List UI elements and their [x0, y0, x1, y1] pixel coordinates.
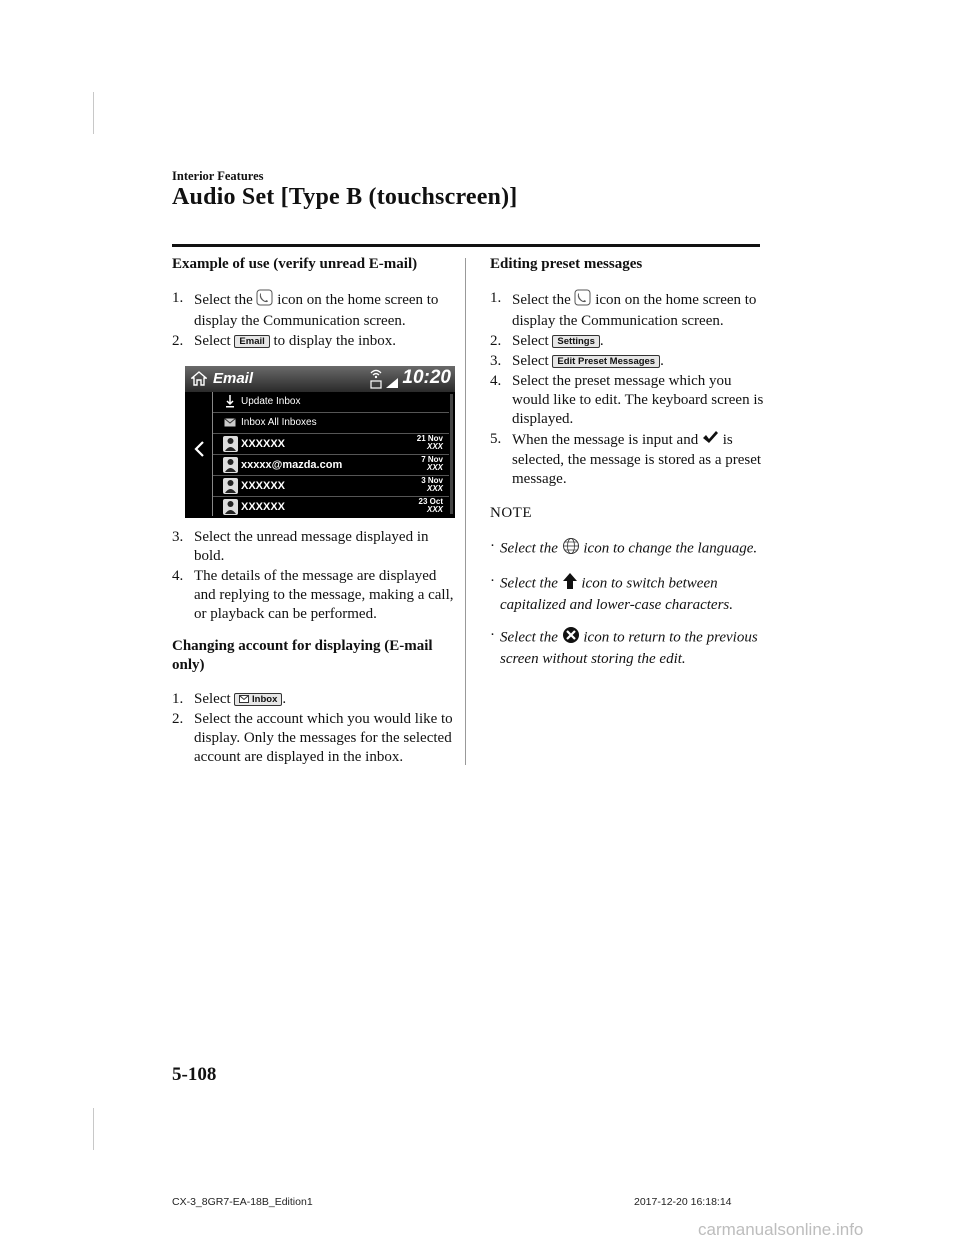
- watermark: carmanualsonline.info: [698, 1220, 864, 1239]
- email-screen-illustration: [185, 366, 455, 518]
- email-button: Email: [234, 335, 269, 348]
- note-title: NOTE: [490, 505, 532, 521]
- checkmark-icon: [702, 430, 719, 451]
- left-column-continued: [172, 528, 454, 768]
- list-item: 4. The details of the message are displayed and replying to the message, making a call, or playback can be performed.: [172, 568, 454, 622]
- globe-icon: [562, 537, 580, 561]
- contact-icon: [223, 499, 238, 515]
- scrollbar: [450, 394, 453, 514]
- screen-title: Email: [213, 370, 254, 387]
- page-number: 5-108: [172, 1064, 217, 1085]
- page-title: Audio Set [Type B (touchscreen)]: [172, 184, 518, 210]
- download-icon: [225, 394, 235, 411]
- list-item: 2. Select Settings .: [490, 333, 604, 349]
- print-timestamp: 2017-12-20 16:18:14: [634, 1196, 732, 1208]
- edit-preset-messages-button: Edit Preset Messages: [552, 355, 660, 368]
- section-heading: Example of use (verify unread E-mail): [172, 256, 418, 272]
- list-item: 3. Select Edit Preset Messages .: [490, 353, 664, 369]
- section-label: Interior Features: [172, 169, 264, 183]
- steps-list: [172, 289, 454, 351]
- list-item: 1. Select the icon on the home screen to display the Communication screen.: [490, 290, 757, 329]
- close-icon: [562, 626, 580, 650]
- home-icon: [191, 371, 207, 391]
- note-item: · Select the icon to switch between capitalized and lower-case characters.: [490, 573, 733, 613]
- contact-icon: [223, 436, 238, 452]
- phone-icon: [256, 289, 273, 312]
- screen-header: [185, 366, 455, 392]
- shift-arrow-icon: [562, 572, 578, 596]
- list-item: 2. Select Email to display the inbox.: [172, 333, 397, 349]
- screen-clock: 10:20: [402, 367, 451, 388]
- column-divider: [465, 258, 466, 765]
- steps-list: [172, 690, 454, 767]
- steps-list: [490, 289, 765, 489]
- contact-icon: [223, 478, 238, 494]
- back-arrow-icon: [193, 440, 205, 463]
- phone-icon: [574, 289, 591, 312]
- section-heading: Changing account for displaying (E-mail only): [172, 638, 433, 673]
- steps-list: [172, 528, 454, 624]
- list-item: Inbox All Inboxes: [213, 413, 449, 434]
- list-item: XXXXXX 23 Oct XXX: [213, 497, 449, 517]
- document-id: CX-3_8GR7-EA-18B_Edition1: [172, 1196, 313, 1208]
- crop-mark: [93, 92, 94, 134]
- title-rule: [172, 244, 760, 247]
- note-item: · Select the icon to change the language.: [490, 537, 765, 561]
- list-item: 1. Select the icon on the home screen to display the Communication screen.: [172, 290, 439, 329]
- settings-button: Settings: [552, 335, 599, 348]
- list-item: xxxxx@mazda.com 7 Nov XXX: [213, 455, 449, 476]
- contact-icon: [223, 457, 238, 473]
- inbox-list: [212, 392, 449, 516]
- list-item: 3. Select the unread message displayed in bold.: [172, 529, 429, 564]
- list-item: 5. When the message is input and is selected, the message is stored as a preset message.: [490, 431, 762, 487]
- list-item: Update Inbox: [213, 392, 449, 413]
- list-item: XXXXXX 3 Nov XXX: [213, 476, 449, 497]
- right-column: [490, 255, 765, 680]
- wifi-icon: [369, 368, 383, 395]
- inbox-button: Inbox: [234, 693, 282, 706]
- left-column: [172, 255, 454, 352]
- list-item: XXXXXX 21 Nov XXX: [213, 434, 449, 455]
- list-item: 2. Select the account which you would like to display. Only the messages for the selected account are displayed in the inbox.: [172, 711, 453, 765]
- list-item: 4. Select the preset message which you would like to edit. The keyboard screen is displayed.: [490, 373, 764, 427]
- note-item: · Select the icon to return to the previous screen without storing the edit.: [490, 627, 758, 667]
- list-item: 1. Select Inbox .: [172, 691, 287, 707]
- section-heading: Editing preset messages: [490, 256, 643, 272]
- envelope-icon: [224, 418, 236, 430]
- crop-mark: [93, 1108, 94, 1150]
